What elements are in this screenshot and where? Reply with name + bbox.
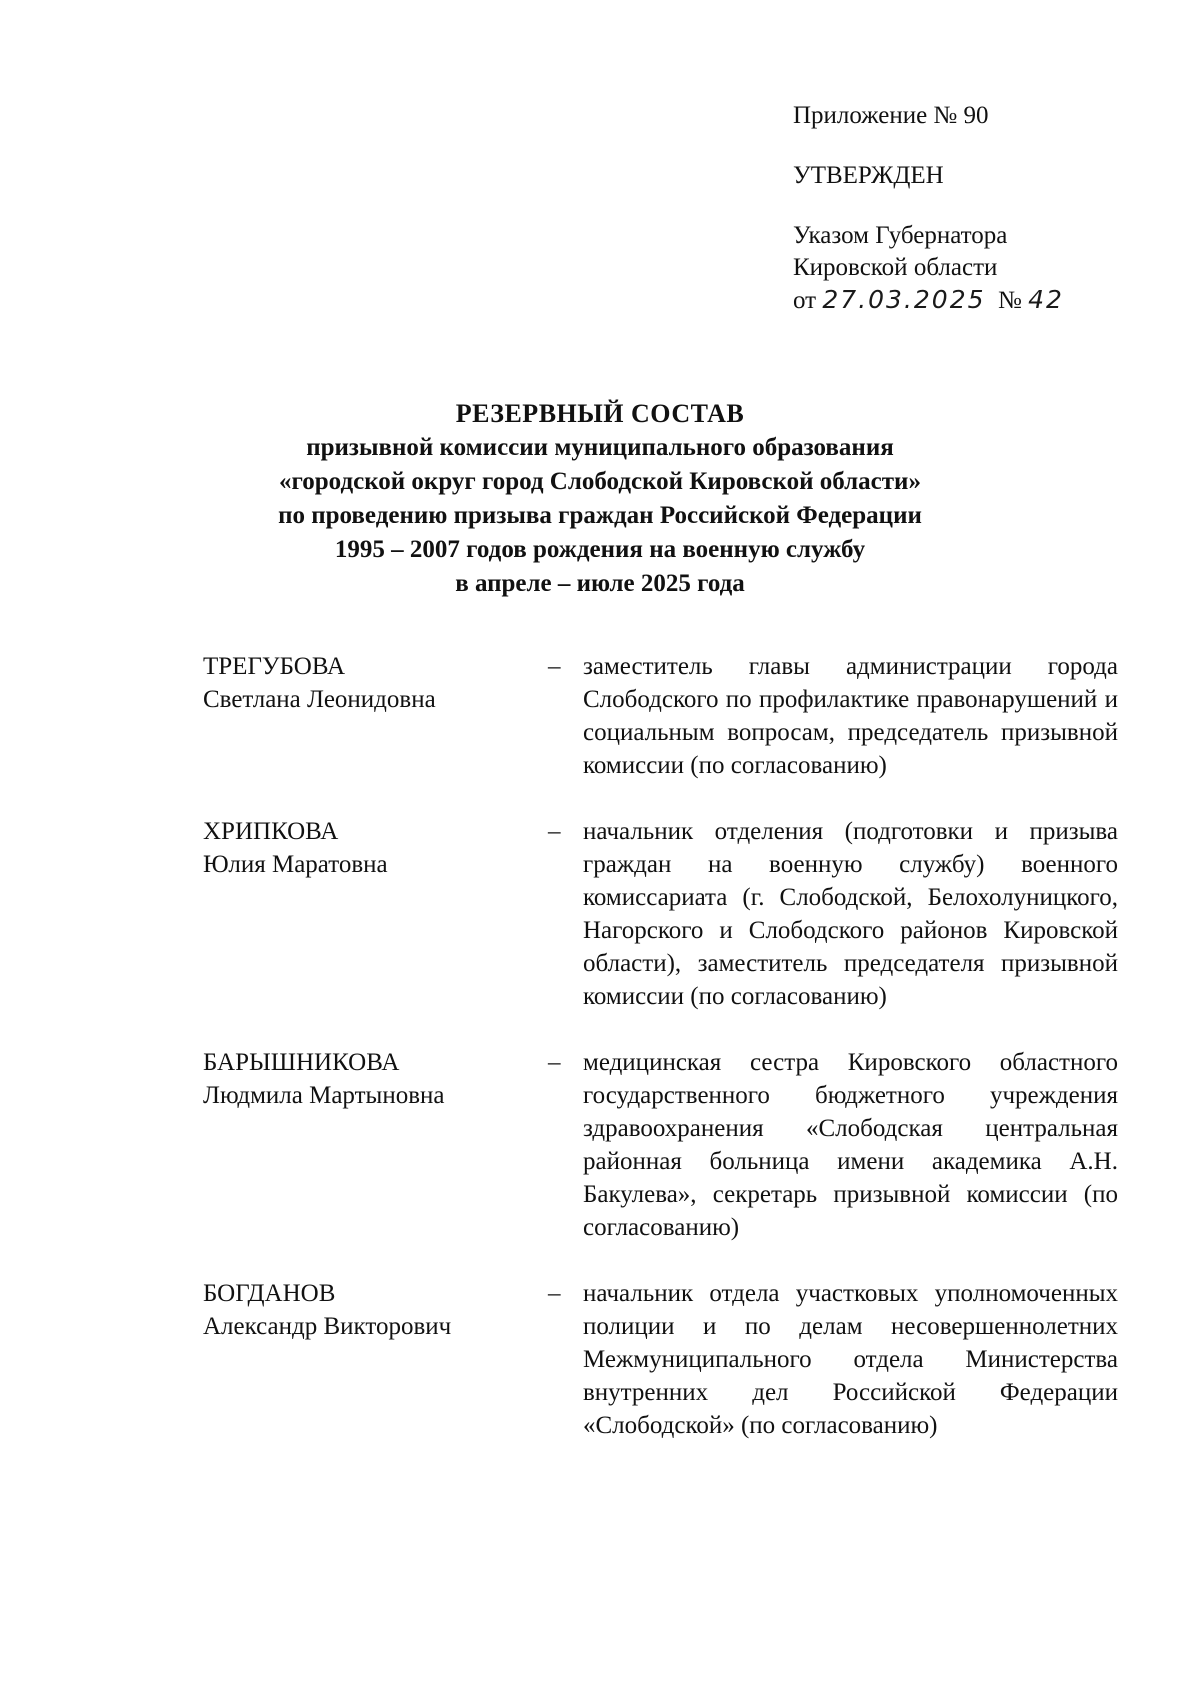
decree-date-line: [793, 284, 1173, 317]
member-role: медицинская сестра Кировского областного государственного бюджетного учреждения здравоохранения «Слободская центральная районная больница имени академика А.Н. Бакулева», секретарь призывной комиссии (по согласованию): [583, 1049, 1118, 1241]
member-surname: ХРИПКОВА: [203, 818, 339, 845]
member-dash: –: [548, 653, 561, 680]
appendix-number: Приложение № 90: [793, 102, 989, 129]
member-given-name: Александр Викторович: [203, 1313, 452, 1340]
member-role: начальник отделения (подготовки и призыва граждан на военную службу) военного комиссариата (г. Слободской, Белохолуницкого, Нагорского и Слободского районов Кировской области), заместитель председателя призывной комиссии (по согласованию): [583, 818, 1118, 1010]
title-line-4: 1995 – 2007 годов рождения на военную службу: [334, 536, 866, 563]
member-row: [203, 815, 1118, 1013]
member-role: заместитель главы администрации города Слободского по профилактике правонарушений и социальным вопросам, председатель призывной комиссии (по согласованию): [583, 653, 1118, 779]
title-line-1: призывной комиссии муниципального образования: [306, 434, 894, 461]
handwritten-number: 42: [1028, 285, 1064, 314]
member-given-name: Светлана Леонидовна: [203, 686, 436, 713]
document-title: [0, 397, 1200, 601]
member-given-name: Юлия Маратовна: [203, 851, 388, 878]
member-dash: –: [548, 1049, 561, 1076]
number-prefix: №: [998, 287, 1022, 314]
member-surname: БАРЫШНИКОВА: [203, 1049, 400, 1076]
title-line-3: по проведению призыва граждан Российской Федерации: [278, 502, 922, 529]
member-surname: ТРЕГУБОВА: [203, 653, 345, 680]
member-list: [203, 650, 1118, 1442]
decree-line-2: Кировской области: [793, 254, 998, 281]
approval-block: [793, 100, 1173, 317]
approved-label: УТВЕРЖДЕН: [793, 162, 944, 189]
member-row: [203, 650, 1118, 782]
member-row: [203, 1046, 1118, 1244]
member-given-name: Людмила Мартыновна: [203, 1082, 445, 1109]
date-prefix: от: [793, 287, 817, 314]
title-line-2: «городской округ город Слободской Кировской области»: [279, 468, 921, 495]
member-dash: –: [548, 1280, 561, 1307]
member-name: [203, 815, 548, 1013]
member-surname: БОГДАНОВ: [203, 1280, 336, 1307]
title-main: РЕЗЕРВНЫЙ СОСТАВ: [455, 399, 745, 428]
title-line-5: в апреле – июле 2025 года: [455, 570, 745, 597]
handwritten-date: 27.03.2025: [822, 285, 986, 314]
member-row: [203, 1277, 1118, 1442]
member-name: [203, 650, 548, 782]
member-role: начальник отдела участковых уполномоченных полиции и по делам несовершеннолетних Межмуниципального отдела Министерства внутренних дел Российской Федерации «Слободской» (по согласованию): [583, 1280, 1118, 1439]
member-name: [203, 1277, 548, 1442]
member-dash: –: [548, 818, 561, 845]
member-name: [203, 1046, 548, 1244]
decree-line-1: Указом Губернатора: [793, 222, 1008, 249]
